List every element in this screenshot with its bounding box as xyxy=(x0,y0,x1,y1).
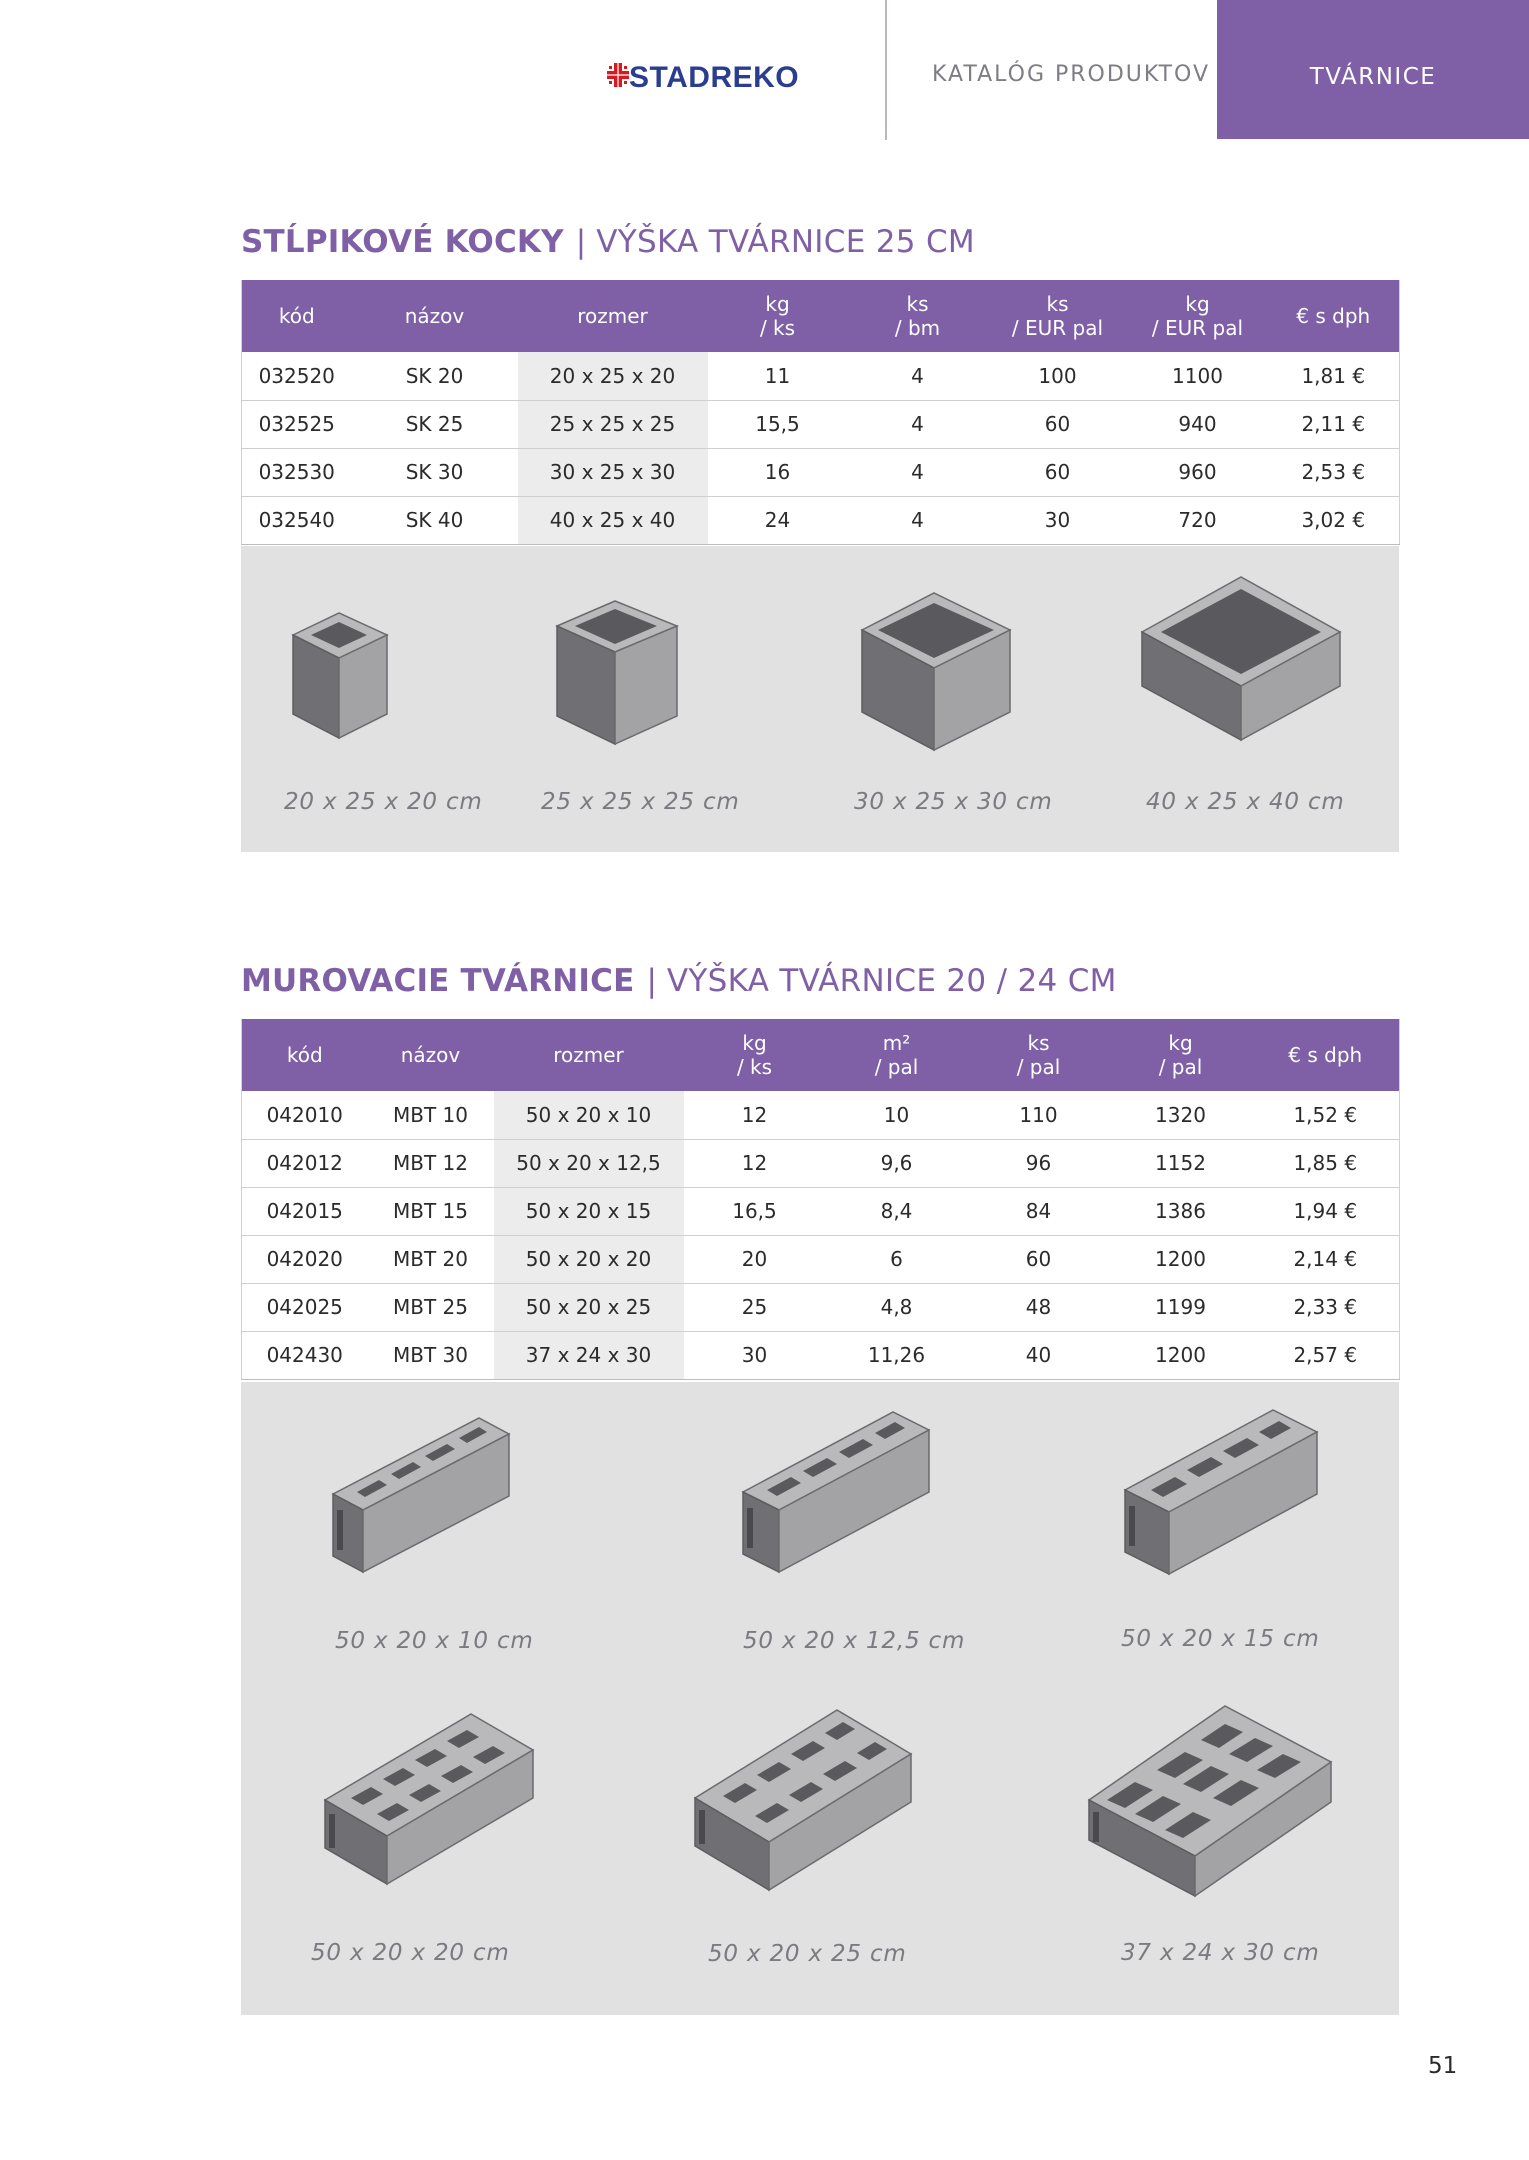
cell-ks-pal: 48 xyxy=(968,1283,1110,1331)
cell-kg-pal: 1200 xyxy=(1110,1235,1252,1283)
cell-kg-ks: 12 xyxy=(684,1091,826,1139)
cell-ks-pal: 110 xyxy=(968,1091,1110,1139)
table-row xyxy=(242,1139,1400,1187)
column-block-40-icon xyxy=(1139,574,1343,742)
cell-price: 3,02 € xyxy=(1268,496,1400,544)
logo-mark-icon xyxy=(605,58,843,92)
cell-kg-pal: 1386 xyxy=(1110,1187,1252,1235)
cell-ks-bm: 4 xyxy=(848,352,988,400)
col-header-kg-pal: kg / EUR pal xyxy=(1128,280,1268,352)
cell-kod: 042012 xyxy=(242,1139,368,1187)
masonry-block-mbt12-icon xyxy=(739,1408,933,1576)
cell-nazov: MBT 30 xyxy=(368,1331,494,1379)
cell-kg-pal: 1199 xyxy=(1110,1283,1252,1331)
caption-mbt30: 37 x 24 x 30 cm xyxy=(1121,1940,1320,1966)
page-number: 51 xyxy=(1428,2053,1458,2079)
cell-kg-pal: 1152 xyxy=(1110,1139,1252,1187)
col-header-rozmer: rozmer xyxy=(494,1019,684,1091)
masonry-block-mbt30-icon xyxy=(1085,1700,1335,1898)
cell-ks-pal: 100 xyxy=(988,352,1128,400)
cell-kod: 032530 xyxy=(242,448,352,496)
cell-ks-bm: 4 xyxy=(848,400,988,448)
masonry-blocks-table xyxy=(241,1019,1400,1380)
caption-mbt20: 50 x 20 x 20 cm xyxy=(311,1940,510,1966)
caption-mbt25: 50 x 20 x 25 cm xyxy=(708,1941,907,1967)
cell-kg-pal: 720 xyxy=(1128,496,1268,544)
cell-kod: 032540 xyxy=(242,496,352,544)
title-separator: | xyxy=(646,963,657,999)
section-title-columns xyxy=(241,224,975,260)
masonry-blocks-image-panel xyxy=(241,1382,1399,2015)
cell-kg-ks: 16,5 xyxy=(684,1187,826,1235)
cell-ks-pal: 60 xyxy=(968,1235,1110,1283)
cell-nazov: MBT 15 xyxy=(368,1187,494,1235)
cell-nazov: MBT 25 xyxy=(368,1283,494,1331)
cell-kg-ks: 15,5 xyxy=(708,400,848,448)
col-header-nazov: názov xyxy=(368,1019,494,1091)
section-title-light: VÝŠKA TVÁRNICE 20 / 24 CM xyxy=(666,963,1117,999)
cell-rozmer: 37 x 24 x 30 xyxy=(494,1331,684,1379)
table-header-row xyxy=(242,1019,1400,1091)
cell-kg-pal: 940 xyxy=(1128,400,1268,448)
table-row xyxy=(242,1187,1400,1235)
section-title-masonry xyxy=(241,963,1117,999)
col-header-nazov: názov xyxy=(352,280,518,352)
cell-kod: 042025 xyxy=(242,1283,368,1331)
cell-kod: 042010 xyxy=(242,1091,368,1139)
cell-ks-pal: 60 xyxy=(988,448,1128,496)
cell-kg-ks: 20 xyxy=(684,1235,826,1283)
col-header-m2-pal: m² / pal xyxy=(826,1019,968,1091)
cell-price: 2,53 € xyxy=(1268,448,1400,496)
svg-text:STADREKO: STADREKO xyxy=(629,61,800,92)
cell-kg-pal: 960 xyxy=(1128,448,1268,496)
masonry-block-mbt10-icon xyxy=(329,1414,513,1576)
col-header-kg-ks: kg / ks xyxy=(684,1019,826,1091)
cell-ks-bm: 4 xyxy=(848,496,988,544)
column-blocks-table xyxy=(241,280,1400,545)
cell-price: 2,14 € xyxy=(1252,1235,1400,1283)
column-block-20-icon xyxy=(289,610,399,740)
table-row xyxy=(242,496,1400,544)
cell-ks-pal: 40 xyxy=(968,1331,1110,1379)
cell-price: 2,11 € xyxy=(1268,400,1400,448)
table-row xyxy=(242,1235,1400,1283)
cell-nazov: SK 40 xyxy=(352,496,518,544)
cell-ks-pal: 96 xyxy=(968,1139,1110,1187)
title-separator: | xyxy=(575,224,587,260)
masonry-block-mbt20-icon xyxy=(321,1710,537,1886)
col-header-ks-pal: ks / pal xyxy=(968,1019,1110,1091)
cell-kod: 042430 xyxy=(242,1331,368,1379)
cell-kod: 042020 xyxy=(242,1235,368,1283)
cell-kg-ks: 11 xyxy=(708,352,848,400)
cell-price: 2,57 € xyxy=(1252,1331,1400,1379)
cell-rozmer: 40 x 25 x 40 xyxy=(518,496,708,544)
cell-kg-ks: 30 xyxy=(684,1331,826,1379)
cell-m2-pal: 6 xyxy=(826,1235,968,1283)
cell-ks-bm: 4 xyxy=(848,448,988,496)
cell-ks-pal: 30 xyxy=(988,496,1128,544)
cell-kg-pal: 1320 xyxy=(1110,1091,1252,1139)
cell-rozmer: 20 x 25 x 20 xyxy=(518,352,708,400)
caption-mbt10: 50 x 20 x 10 cm xyxy=(335,1628,534,1654)
cell-rozmer: 50 x 20 x 12,5 xyxy=(494,1139,684,1187)
column-blocks-image-panel xyxy=(241,546,1399,852)
cell-price: 1,94 € xyxy=(1252,1187,1400,1235)
col-header-kod: kód xyxy=(242,280,352,352)
cell-kg-ks: 16 xyxy=(708,448,848,496)
cell-ks-pal: 84 xyxy=(968,1187,1110,1235)
cell-m2-pal: 4,8 xyxy=(826,1283,968,1331)
table-row xyxy=(242,352,1400,400)
col-header-kg-pal: kg / pal xyxy=(1110,1019,1252,1091)
cell-nazov: SK 20 xyxy=(352,352,518,400)
cell-kg-ks: 24 xyxy=(708,496,848,544)
caption-sk20: 20 x 25 x 20 cm xyxy=(284,789,483,815)
cell-price: 1,81 € xyxy=(1268,352,1400,400)
cell-kod: 042015 xyxy=(242,1187,368,1235)
table-row xyxy=(242,1091,1400,1139)
section-title-bold: STĹPIKOVÉ KOCKY xyxy=(241,224,564,260)
cell-kg-ks: 12 xyxy=(684,1139,826,1187)
cell-kod: 032525 xyxy=(242,400,352,448)
col-header-rozmer: rozmer xyxy=(518,280,708,352)
caption-sk25: 25 x 25 x 25 cm xyxy=(541,789,740,815)
col-header-price: € s dph xyxy=(1268,280,1400,352)
table-row xyxy=(242,1283,1400,1331)
cell-nazov: SK 30 xyxy=(352,448,518,496)
cell-price: 1,85 € xyxy=(1252,1139,1400,1187)
cell-kg-pal: 1200 xyxy=(1110,1331,1252,1379)
cell-nazov: MBT 12 xyxy=(368,1139,494,1187)
cell-m2-pal: 11,26 xyxy=(826,1331,968,1379)
col-header-ks-bm: ks / bm xyxy=(848,280,988,352)
cell-m2-pal: 9,6 xyxy=(826,1139,968,1187)
column-block-25-icon xyxy=(553,598,683,746)
cell-rozmer: 50 x 20 x 15 xyxy=(494,1187,684,1235)
cell-price: 1,52 € xyxy=(1252,1091,1400,1139)
col-header-kg-ks: kg / ks xyxy=(708,280,848,352)
cell-kod: 032520 xyxy=(242,352,352,400)
col-header-kod: kód xyxy=(242,1019,368,1091)
caption-mbt15: 50 x 20 x 15 cm xyxy=(1121,1626,1320,1652)
masonry-block-mbt25-icon xyxy=(691,1706,915,1892)
header-divider xyxy=(885,0,887,140)
cell-rozmer: 50 x 20 x 25 xyxy=(494,1283,684,1331)
table-row xyxy=(242,448,1400,496)
cell-m2-pal: 10 xyxy=(826,1091,968,1139)
col-header-price: € s dph xyxy=(1252,1019,1400,1091)
cell-rozmer: 25 x 25 x 25 xyxy=(518,400,708,448)
cell-kg-ks: 25 xyxy=(684,1283,826,1331)
column-block-30-icon xyxy=(858,590,1014,752)
table-row xyxy=(242,1331,1400,1379)
caption-sk40: 40 x 25 x 40 cm xyxy=(1146,789,1345,815)
cell-ks-pal: 60 xyxy=(988,400,1128,448)
cell-nazov: MBT 10 xyxy=(368,1091,494,1139)
table-header-row xyxy=(242,280,1400,352)
cell-price: 2,33 € xyxy=(1252,1283,1400,1331)
caption-sk30: 30 x 25 x 30 cm xyxy=(854,789,1053,815)
cell-nazov: SK 25 xyxy=(352,400,518,448)
section-title-light: VÝŠKA TVÁRNICE 25 CM xyxy=(596,224,975,260)
masonry-block-mbt15-icon xyxy=(1121,1406,1321,1578)
cell-m2-pal: 8,4 xyxy=(826,1187,968,1235)
section-title-bold: MUROVACIE TVÁRNICE xyxy=(241,963,635,999)
col-header-ks-pal: ks / EUR pal xyxy=(988,280,1128,352)
catalog-label: KATALÓG PRODUKTOV xyxy=(932,62,1211,87)
cell-rozmer: 30 x 25 x 30 xyxy=(518,448,708,496)
cell-rozmer: 50 x 20 x 20 xyxy=(494,1235,684,1283)
section-tab: TVÁRNICE xyxy=(1217,0,1529,139)
table-row xyxy=(242,400,1400,448)
cell-nazov: MBT 20 xyxy=(368,1235,494,1283)
stadreko-logo xyxy=(605,58,843,92)
caption-mbt12: 50 x 20 x 12,5 cm xyxy=(743,1628,966,1654)
cell-rozmer: 50 x 20 x 10 xyxy=(494,1091,684,1139)
cell-kg-pal: 1100 xyxy=(1128,352,1268,400)
